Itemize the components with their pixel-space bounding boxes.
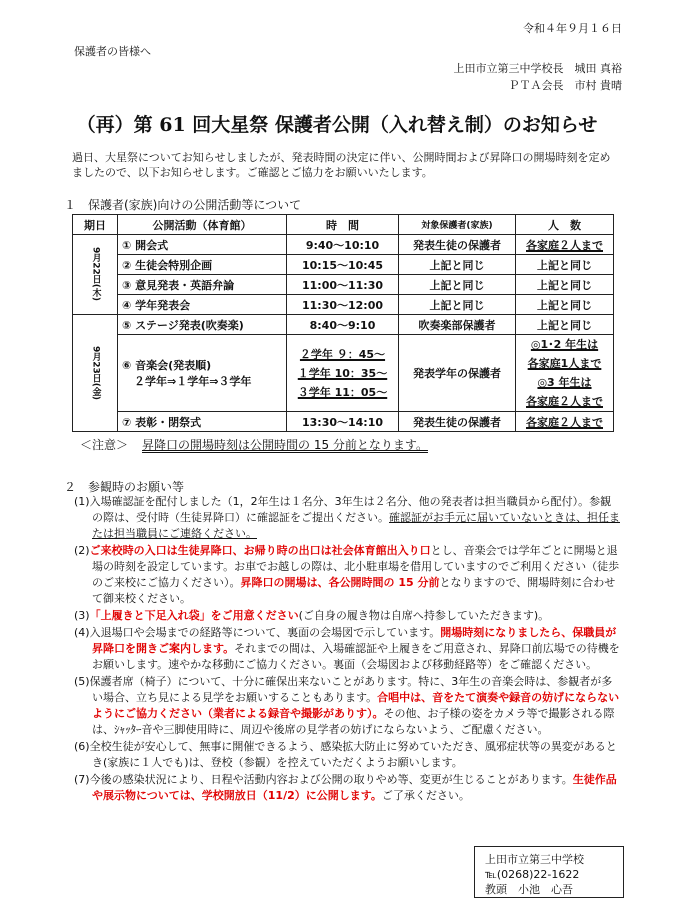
count-cell: 各家庭２人まで	[516, 235, 614, 255]
day2-cell	[73, 315, 118, 432]
header-time: 時 間	[287, 215, 399, 235]
count-cell: 上記と同じ	[516, 295, 614, 315]
activity-line: ⑥ 音楽会(発表順)	[122, 359, 212, 372]
item-text: となりますので、開場時刻に合わせて御来校ください。	[92, 576, 616, 605]
list-item	[74, 494, 622, 542]
target-cell: 発表生徒の保護者	[399, 235, 516, 255]
count-cell: 上記と同じ	[516, 255, 614, 275]
target-cell: 上記と同じ	[399, 255, 516, 275]
table-row	[73, 255, 614, 275]
item-text: (6)全校生徒が安心して、無事に開催できるよう、感染拡大防止に努めていただき、風邪症状等の異変があるとき(家族に１人でも)は、登校（参観）を控えていただくようお願いします。	[74, 740, 617, 769]
section1-heading: １ 保護者(家族)向けの公開活動等について	[64, 198, 302, 212]
item-text: (4)入退場口や会場までの経路等について、裏面の会場図で示しています。	[74, 626, 441, 639]
activity-cell: ④ 学年発表会	[118, 295, 287, 315]
day2-label: 9月23日(金)	[90, 345, 101, 400]
list-item	[74, 739, 622, 771]
list-item	[74, 608, 622, 624]
time-cell	[287, 335, 399, 412]
time-cell: 11:00～11:30	[287, 275, 399, 295]
count-cell	[516, 335, 614, 412]
header-target: 対象保護者(家族)	[399, 215, 516, 235]
table-row	[73, 315, 614, 335]
count-line: 各家庭1人まで	[527, 357, 602, 370]
section2-heading: ２ 参観時のお願い等	[64, 480, 185, 494]
item-text: (7)今後の感染状況により、日程や活動内容および公開の取りやめ等、変更が生じることがあります。	[74, 773, 573, 786]
activity-cell: ⑤ ステージ発表(吹奏楽)	[118, 315, 287, 335]
document-title: （再）第 61 回大星祭 保護者公開（入れ替え制）のお知らせ	[76, 114, 598, 136]
item-number: (2)	[74, 544, 90, 557]
time-cell: 10:15～10:45	[287, 255, 399, 275]
item-text-underlined: 確認証がお手元に届いていないときは、担任または担当職員にご連絡ください。	[92, 511, 620, 540]
target-cell: 発表学年の保護者	[399, 335, 516, 412]
salutation: 保護者の皆様へ	[74, 45, 151, 58]
item-text: それまでの間は、入場確認証や上履きをご用意され、昇降口前広場での待機をお願いします。速やかな移動にご協力ください。裏面（会場図および移動経路等）をご確認ください。	[92, 642, 620, 671]
contact-phone: ℡(0268)22-1622	[485, 868, 580, 881]
note-line	[80, 436, 428, 453]
activity-cell: ⑦ 表彰・閉祭式	[118, 412, 287, 432]
item-text-highlight: 「上履きと下足入れ袋」をご用意ください	[89, 609, 299, 622]
item-text: とし、音楽会では学年ごとに開場と退場の時刻を設定しています。お車でお越しの際は、北小駐車場を借用していますのでご利用ください（徒歩のご来校にご協力ください）。	[92, 544, 620, 589]
count-line: ◎3 年生は	[537, 376, 592, 389]
table-row	[73, 295, 614, 315]
table-row	[73, 235, 614, 255]
contact-box	[474, 846, 624, 898]
header-activity: 公開活動（体育館）	[118, 215, 287, 235]
time-cell: 13:30～14:10	[287, 412, 399, 432]
day1-cell	[73, 235, 118, 315]
time-line: ２学年 ９：45～	[299, 347, 386, 361]
target-cell: 上記と同じ	[399, 295, 516, 315]
contact-teacher: 教頭 小池 心吾	[485, 883, 573, 896]
count-line: ◎1･2 年生は	[530, 338, 599, 351]
request-list	[74, 494, 622, 805]
intro-paragraph: 過日、大星祭についてお知らせしましたが、発表時間の決定に伴い、公開時間および昇降口の開場時刻を定めましたので、以下お知らせします。ご確認とご協力をお願いいたします。	[72, 151, 611, 179]
count-cell: 各家庭２人まで	[516, 412, 614, 432]
time-line: ３学年 11：05～	[297, 385, 388, 399]
list-item	[74, 625, 622, 673]
sender-principal: 上田市立第三中学校長 城田 真裕	[453, 62, 622, 75]
count-cell: 上記と同じ	[516, 275, 614, 295]
sender-pta: ＰＴＡ会長 市村 貴晴	[508, 79, 622, 92]
activity-cell: ③ 意見発表・英語弁論	[118, 275, 287, 295]
item-text-highlight: 開場時刻になりましたら、保職員が昇降口を開きご案内します。	[92, 626, 617, 655]
item-text-highlight: 昇降口の開場は、各公開時間の 15 分前	[240, 576, 440, 589]
note-label: ＜注意＞	[80, 438, 129, 452]
item-text-highlight: ご来校時の入口は生徒昇降口、お帰り時の出口は社会体育館出入り口	[89, 544, 431, 557]
activity-cell: ② 生徒会特別企画	[118, 255, 287, 275]
activity-cell: ① 開会式	[118, 235, 287, 255]
table-header-row	[73, 215, 614, 235]
item-text: (ご自身の履き物は自席へ持参していただきます)。	[298, 609, 550, 622]
count-line: 各家庭２人まで	[526, 395, 603, 408]
activity-cell	[118, 335, 287, 412]
list-item	[74, 772, 622, 804]
table-row	[73, 275, 614, 295]
count-cell: 上記と同じ	[516, 315, 614, 335]
list-item	[74, 543, 622, 607]
time-cell: 9:40～10:10	[287, 235, 399, 255]
time-cell: 11:30～12:00	[287, 295, 399, 315]
item-text: その他、お子様の姿をカメラ等で撮影される際は、ｼｬｯﾀｰ音や三脚使用時に、周辺や後席の見学者の妨げにならないよう、ご配慮ください。	[92, 707, 615, 736]
item-text: ご了承ください。	[381, 789, 470, 802]
list-item	[74, 674, 622, 738]
table-row	[73, 412, 614, 432]
item-number: (3)	[74, 609, 90, 622]
contact-school: 上田市立第三中学校	[485, 853, 584, 866]
time-line: １学年 10：35～	[297, 366, 388, 380]
target-cell: 発表生徒の保護者	[399, 412, 516, 432]
header-count: 人 数	[516, 215, 614, 235]
target-cell: 吹奏楽部保護者	[399, 315, 516, 335]
activity-line: ２学年⇒１学年⇒３学年	[134, 375, 252, 388]
item-text-highlight: 生徒作品や展示物については、学校開放日（11/2）に公開します。	[92, 773, 617, 802]
time-cell: 8:40～9:10	[287, 315, 399, 335]
day1-label: 9月22日(木)	[90, 247, 101, 302]
table-row	[73, 335, 614, 412]
document-date: 令和４年９月１６日	[523, 22, 622, 35]
item-text: (5)保護者席（椅子）について、十分に確保出来ないことがあります。特に、3年生の音楽会時は、参観者が多い場合、立ち見による見学をお願いすることもあります。	[74, 675, 613, 704]
item-text: (1)入場確認証を配付しました（1，2年生は１名分、3年生は２名分、他の発表者は担当職員から配付）。参観の際は、受付時（生徒昇降口）に確認証をご提出ください。	[74, 495, 612, 524]
note-text: 昇降口の開場時刻は公開時間の 15 分前となります。	[142, 438, 428, 452]
item-text-highlight: 合唱中は、音をたて演奏や録音の妨げにならないようにご協力ください（業者による録音や撮影がありす）。	[92, 691, 620, 720]
schedule-table	[72, 214, 614, 432]
target-cell: 上記と同じ	[399, 275, 516, 295]
header-date: 期日	[73, 215, 118, 235]
